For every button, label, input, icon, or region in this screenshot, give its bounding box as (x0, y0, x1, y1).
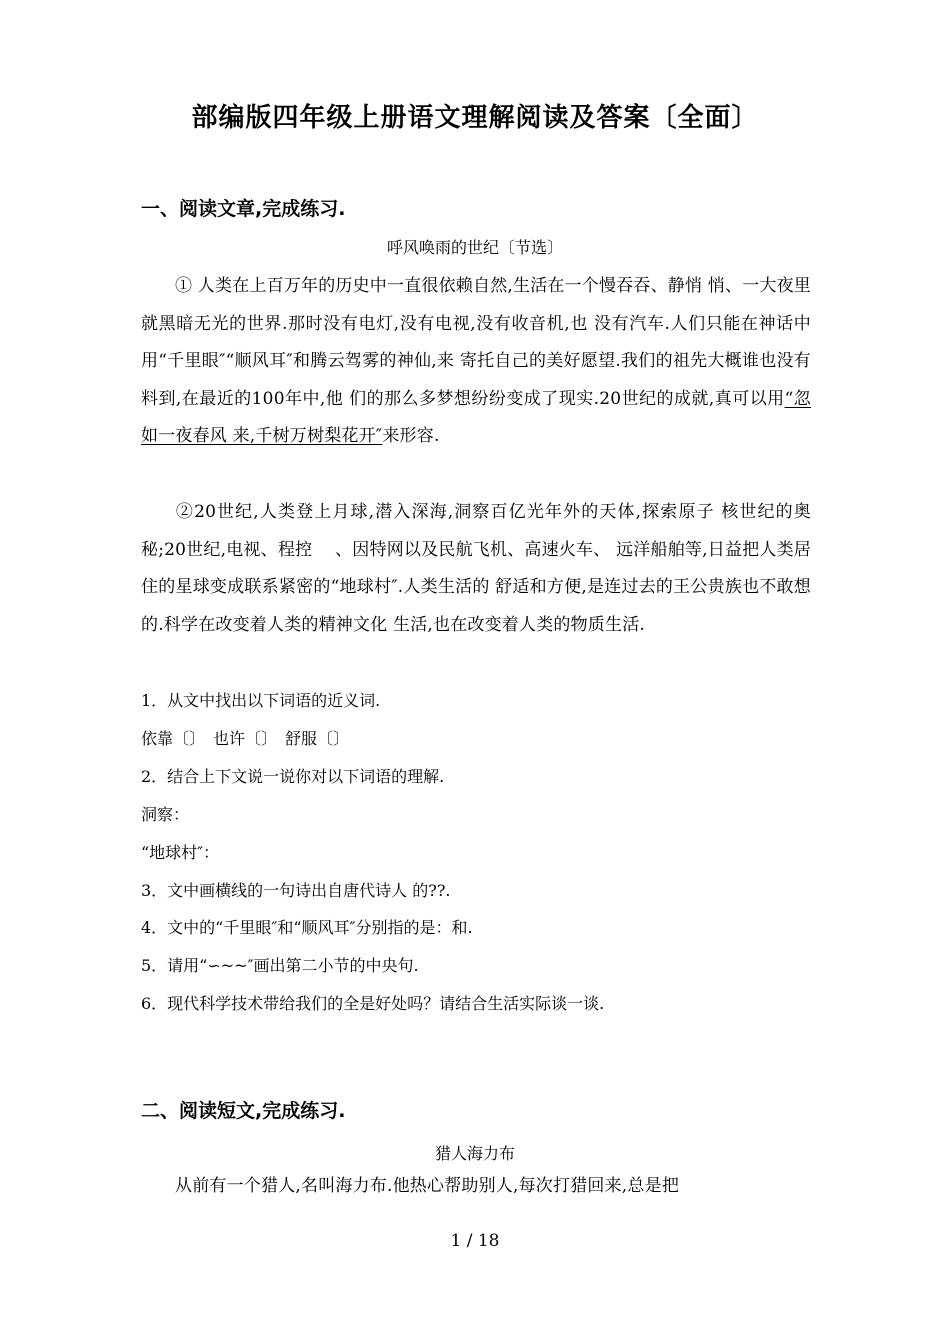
question-1: 1．从文中找出以下词语的近义词. (141, 691, 381, 710)
question-5: 5．请用“∽~~″画出第二小节的中央句. (141, 956, 419, 975)
section-2-article-title: 猎人海力布 (434, 1144, 515, 1163)
paragraph-2-text: ②20世纪,人类登上月球,潜入深海,洞察百亿光年外的天体,探索原子 核世纪的奥秘;20世纪,电视、程控 、因特网以及民航飞机、高速火车、 远洋船舶等,日益把人类居住的星球变成联系紧密的“地球村″.人类生活的 舒适和方便,是连过去的王公贵族也不敢想的.科学在改变着人类的精神文化 生活,也在改变着人类的物质生活. (141, 502, 811, 635)
question-2: 2．结合上下文说一说你对以下词语的理解. (141, 767, 445, 786)
document-title: 部编版四年级上册语文理解阅读及答案〔全面〕 (191, 103, 759, 133)
question-2-item-b: “地球村″： (141, 843, 220, 862)
underlined-poem-line: “忽如一夜春风 来,千树万树梨花开″ (141, 388, 811, 446)
page-number: 1 / 18 (450, 1231, 500, 1251)
paragraph-1-text: ① 人类在上百万年的历史中一直很依赖自然,生活在一个慢吞吞、静悄 悄、一大夜里就黑暗无光的世界.那时没有电灯,没有电视,没有收音机,也 没有汽车.人们只能在神话中用“千里眼″“顺风耳″和腾云驾雾的神仙,来 寄托自己的美好愿望.我们的祖先大概谁也没有料到,在最近的100年中,他 们的那么多梦想纷纷变成了现实.20世纪的成就,真可以用 (141, 276, 812, 409)
question-3: 3．文中画横线的一句诗出自唐代诗人 的??. (141, 881, 451, 900)
section-1-paragraph-1 (141, 268, 811, 456)
question-2-item-a: 洞察： (141, 805, 190, 824)
question-1-blanks: 依靠〔〕 也许〔〕 舒服〔〕 (141, 729, 350, 748)
section-1-article-title: 呼风唤雨的世纪〔节选〕 (386, 238, 563, 257)
section-2-paragraph-1-text: 从前有一个猎人,名叫海力布.他热心帮助别人,每次打猎回来,总是把 (175, 1176, 680, 1196)
question-6: 6．现代科学技术带给我们的全是好处吗？请结合生活实际谈一谈. (141, 994, 605, 1013)
section-2-paragraph-1 (141, 1168, 811, 1206)
section-1-heading: 一、阅读文章,完成练习. (141, 198, 346, 220)
section-2-heading: 二、阅读短文,完成练习. (141, 1100, 346, 1122)
paragraph-1-tail: 来形容. (382, 426, 440, 446)
question-4: 4．文中的“千里眼″和“顺风耳″分别指的是：和. (141, 918, 473, 937)
section-1-paragraph-2 (141, 494, 811, 644)
